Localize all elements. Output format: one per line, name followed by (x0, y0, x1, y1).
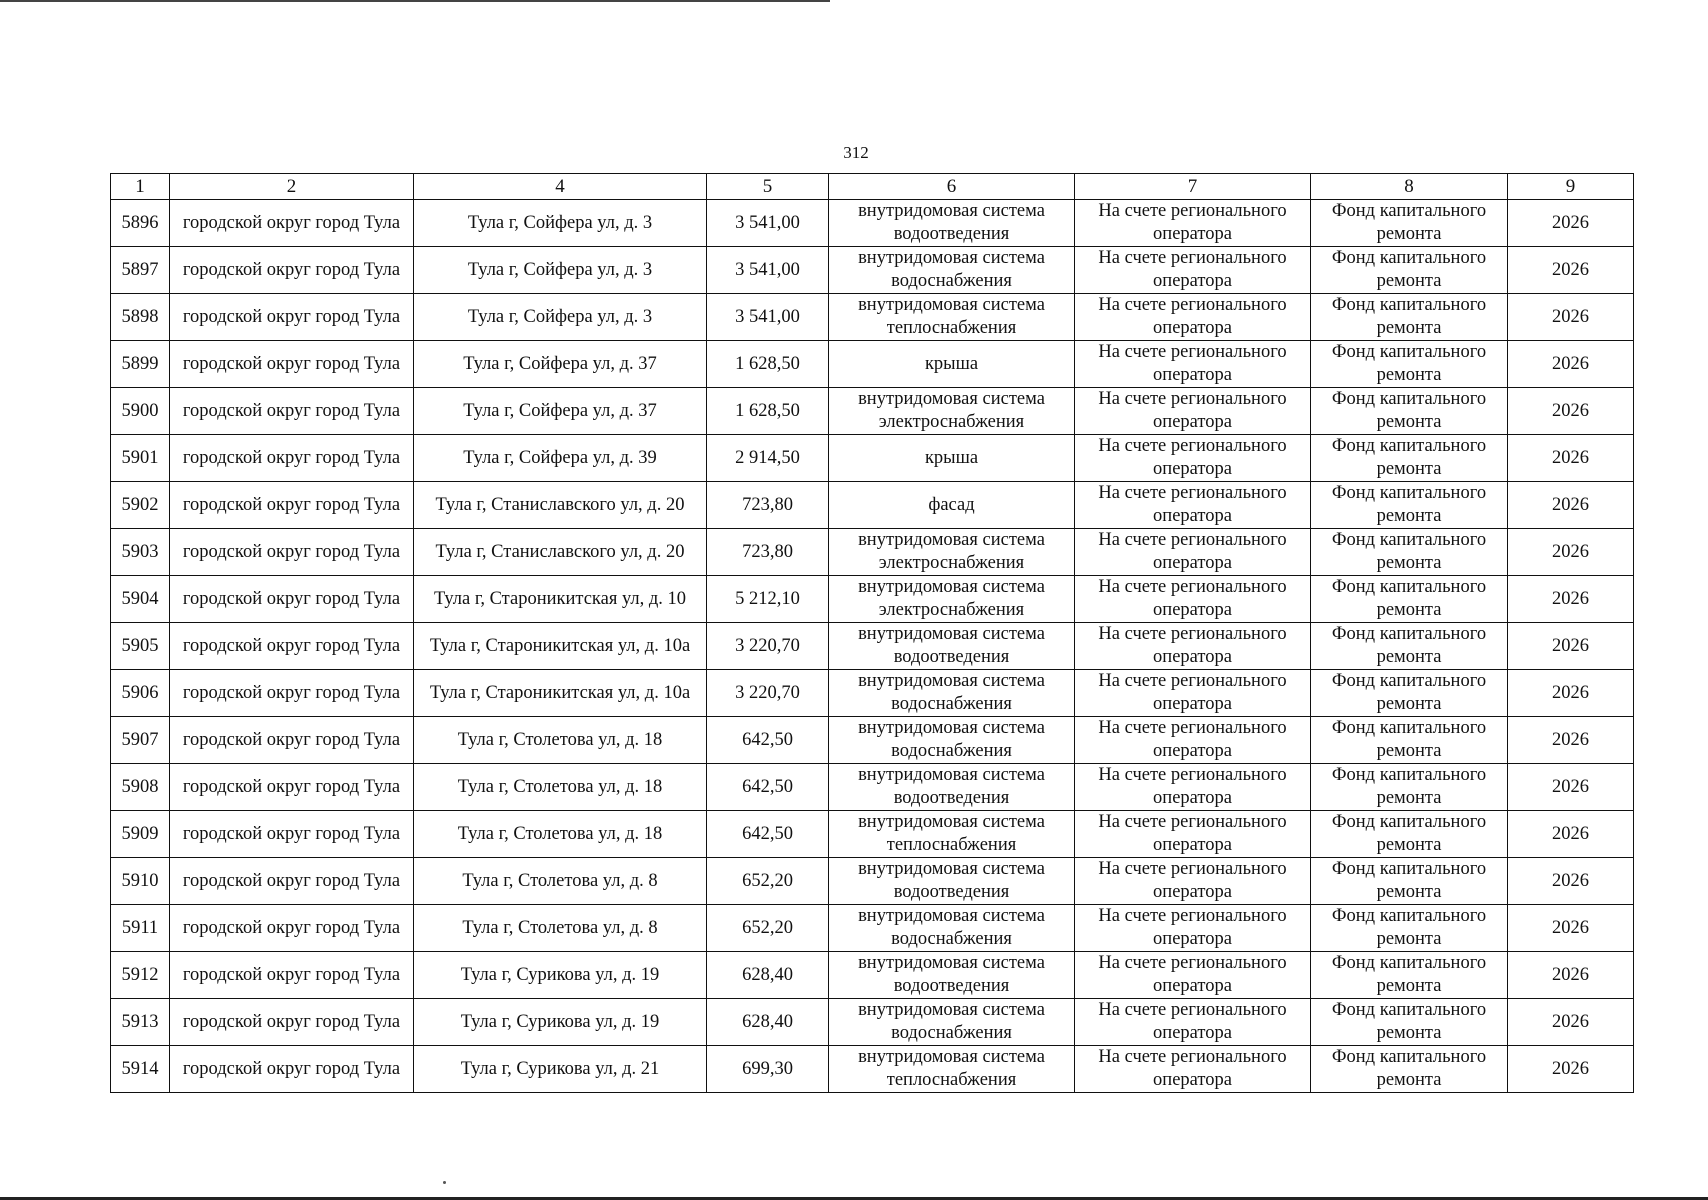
municipality-cell: городской округ город Тула (170, 435, 414, 482)
municipality-cell: городской округ город Тула (170, 670, 414, 717)
work-type-cell: внутридомовая система водоотведения (829, 764, 1075, 811)
address-cell: Тула г, Столетова ул, д. 8 (414, 905, 707, 952)
work-type-cell: крыша (829, 435, 1075, 482)
address-cell: Тула г, Столетова ул, д. 18 (414, 717, 707, 764)
year-cell: 2026 (1508, 435, 1634, 482)
municipality-cell: городской округ город Тула (170, 858, 414, 905)
work-type-cell: внутридомовая система теплоснабжения (829, 1046, 1075, 1093)
work-type-cell: внутридомовая система водоотведения (829, 952, 1075, 999)
address-cell: Тула г, Сойфера ул, д. 37 (414, 388, 707, 435)
year-cell: 2026 (1508, 670, 1634, 717)
funding-source-cell: Фонд капитального ремонта (1311, 670, 1508, 717)
municipality-cell: городской округ город Тула (170, 1046, 414, 1093)
area-cell: 1 628,50 (707, 341, 829, 388)
work-type-cell: внутридомовая система теплоснабжения (829, 811, 1075, 858)
funding-source-cell: Фонд капитального ремонта (1311, 905, 1508, 952)
table-row (111, 999, 1634, 1046)
column-header: 8 (1311, 174, 1508, 200)
table-row (111, 670, 1634, 717)
row-number-cell: 5904 (111, 576, 170, 623)
municipality-cell: городской округ город Тула (170, 717, 414, 764)
account-cell: На счете регионального оператора (1075, 623, 1311, 670)
municipality-cell: городской округ город Тула (170, 999, 414, 1046)
table-row (111, 576, 1634, 623)
row-number-cell: 5896 (111, 200, 170, 247)
work-type-cell: внутридомовая система водоснабжения (829, 717, 1075, 764)
table-row (111, 764, 1634, 811)
year-cell: 2026 (1508, 388, 1634, 435)
municipality-cell: городской округ город Тула (170, 811, 414, 858)
funding-source-cell: Фонд капитального ремонта (1311, 811, 1508, 858)
work-type-cell: внутридомовая система теплоснабжения (829, 294, 1075, 341)
area-cell: 1 628,50 (707, 388, 829, 435)
funding-source-cell: Фонд капитального ремонта (1311, 247, 1508, 294)
account-cell: На счете регионального оператора (1075, 764, 1311, 811)
work-type-cell: внутридомовая система водоснабжения (829, 670, 1075, 717)
address-cell: Тула г, Столетова ул, д. 18 (414, 811, 707, 858)
funding-source-cell: Фонд капитального ремонта (1311, 952, 1508, 999)
row-number-cell: 5903 (111, 529, 170, 576)
funding-source-cell: Фонд капитального ремонта (1311, 764, 1508, 811)
address-cell: Тула г, Сурикова ул, д. 19 (414, 952, 707, 999)
year-cell: 2026 (1508, 858, 1634, 905)
area-cell: 3 541,00 (707, 200, 829, 247)
year-cell: 2026 (1508, 999, 1634, 1046)
address-cell: Тула г, Станиславского ул, д. 20 (414, 482, 707, 529)
table-row (111, 247, 1634, 294)
year-cell: 2026 (1508, 1046, 1634, 1093)
account-cell: На счете регионального оператора (1075, 1046, 1311, 1093)
table-row (111, 717, 1634, 764)
column-header: 6 (829, 174, 1075, 200)
account-cell: На счете регионального оператора (1075, 294, 1311, 341)
municipality-cell: городской округ город Тула (170, 576, 414, 623)
year-cell: 2026 (1508, 529, 1634, 576)
account-cell: На счете регионального оператора (1075, 200, 1311, 247)
work-type-cell: внутридомовая система водоснабжения (829, 247, 1075, 294)
municipality-cell: городской округ город Тула (170, 294, 414, 341)
row-number-cell: 5905 (111, 623, 170, 670)
year-cell: 2026 (1508, 576, 1634, 623)
funding-source-cell: Фонд капитального ремонта (1311, 623, 1508, 670)
row-number-cell: 5910 (111, 858, 170, 905)
municipality-cell: городской округ город Тула (170, 247, 414, 294)
work-type-cell: внутридомовая система электроснабжения (829, 388, 1075, 435)
year-cell: 2026 (1508, 623, 1634, 670)
funding-source-cell: Фонд капитального ремонта (1311, 341, 1508, 388)
year-cell: 2026 (1508, 952, 1634, 999)
account-cell: На счете регионального оператора (1075, 576, 1311, 623)
table-row (111, 529, 1634, 576)
work-type-cell: внутридомовая система электроснабжения (829, 576, 1075, 623)
address-cell: Тула г, Сойфера ул, д. 3 (414, 200, 707, 247)
address-cell: Тула г, Староникитская ул, д. 10 (414, 576, 707, 623)
area-cell: 642,50 (707, 717, 829, 764)
row-number-cell: 5907 (111, 717, 170, 764)
area-cell: 2 914,50 (707, 435, 829, 482)
work-type-cell: внутридомовая система водоснабжения (829, 905, 1075, 952)
area-cell: 3 220,70 (707, 670, 829, 717)
account-cell: На счете регионального оператора (1075, 811, 1311, 858)
funding-source-cell: Фонд капитального ремонта (1311, 482, 1508, 529)
table-row (111, 623, 1634, 670)
account-cell: На счете регионального оператора (1075, 670, 1311, 717)
row-number-cell: 5900 (111, 388, 170, 435)
account-cell: На счете регионального оператора (1075, 529, 1311, 576)
row-number-cell: 5897 (111, 247, 170, 294)
table-header-row (111, 174, 1634, 200)
column-header: 5 (707, 174, 829, 200)
address-cell: Тула г, Староникитская ул, д. 10а (414, 670, 707, 717)
account-cell: На счете регионального оператора (1075, 717, 1311, 764)
municipality-cell: городской округ город Тула (170, 764, 414, 811)
repair-schedule-table (110, 173, 1634, 1093)
work-type-cell: внутридомовая система водоотведения (829, 200, 1075, 247)
table-row (111, 811, 1634, 858)
year-cell: 2026 (1508, 764, 1634, 811)
row-number-cell: 5906 (111, 670, 170, 717)
area-cell: 699,30 (707, 1046, 829, 1093)
address-cell: Тула г, Сурикова ул, д. 21 (414, 1046, 707, 1093)
address-cell: Тула г, Староникитская ул, д. 10а (414, 623, 707, 670)
account-cell: На счете регионального оператора (1075, 905, 1311, 952)
funding-source-cell: Фонд капитального ремонта (1311, 200, 1508, 247)
area-cell: 652,20 (707, 858, 829, 905)
column-header: 9 (1508, 174, 1634, 200)
year-cell: 2026 (1508, 294, 1634, 341)
address-cell: Тула г, Сойфера ул, д. 37 (414, 341, 707, 388)
table-row (111, 482, 1634, 529)
funding-source-cell: Фонд капитального ремонта (1311, 529, 1508, 576)
year-cell: 2026 (1508, 482, 1634, 529)
municipality-cell: городской округ город Тула (170, 529, 414, 576)
funding-source-cell: Фонд капитального ремонта (1311, 999, 1508, 1046)
municipality-cell: городской округ город Тула (170, 341, 414, 388)
municipality-cell: городской округ город Тула (170, 482, 414, 529)
scan-top-edge (0, 0, 830, 2)
column-header: 7 (1075, 174, 1311, 200)
area-cell: 5 212,10 (707, 576, 829, 623)
account-cell: На счете регионального оператора (1075, 999, 1311, 1046)
row-number-cell: 5912 (111, 952, 170, 999)
table-row (111, 952, 1634, 999)
account-cell: На счете регионального оператора (1075, 247, 1311, 294)
municipality-cell: городской округ город Тула (170, 905, 414, 952)
funding-source-cell: Фонд капитального ремонта (1311, 388, 1508, 435)
address-cell: Тула г, Столетова ул, д. 8 (414, 858, 707, 905)
column-header: 2 (170, 174, 414, 200)
year-cell: 2026 (1508, 717, 1634, 764)
municipality-cell: городской округ город Тула (170, 623, 414, 670)
row-number-cell: 5899 (111, 341, 170, 388)
year-cell: 2026 (1508, 247, 1634, 294)
work-type-cell: фасад (829, 482, 1075, 529)
row-number-cell: 5901 (111, 435, 170, 482)
area-cell: 3 541,00 (707, 294, 829, 341)
account-cell: На счете регионального оператора (1075, 435, 1311, 482)
column-header: 1 (111, 174, 170, 200)
address-cell: Тула г, Сойфера ул, д. 3 (414, 294, 707, 341)
area-cell: 628,40 (707, 952, 829, 999)
table-row (111, 858, 1634, 905)
row-number-cell: 5908 (111, 764, 170, 811)
year-cell: 2026 (1508, 905, 1634, 952)
row-number-cell: 5914 (111, 1046, 170, 1093)
area-cell: 642,50 (707, 811, 829, 858)
work-type-cell: внутридомовая система водоснабжения (829, 999, 1075, 1046)
account-cell: На счете регионального оператора (1075, 388, 1311, 435)
table-row (111, 294, 1634, 341)
account-cell: На счете регионального оператора (1075, 952, 1311, 999)
funding-source-cell: Фонд капитального ремонта (1311, 435, 1508, 482)
area-cell: 723,80 (707, 482, 829, 529)
address-cell: Тула г, Станиславского ул, д. 20 (414, 529, 707, 576)
address-cell: Тула г, Сойфера ул, д. 39 (414, 435, 707, 482)
page-number: 312 (843, 143, 869, 162)
area-cell: 652,20 (707, 905, 829, 952)
work-type-cell: внутридомовая система водоотведения (829, 858, 1075, 905)
municipality-cell: городской округ город Тула (170, 388, 414, 435)
municipality-cell: городской округ город Тула (170, 952, 414, 999)
area-cell: 3 541,00 (707, 247, 829, 294)
account-cell: На счете регионального оператора (1075, 858, 1311, 905)
table-row (111, 341, 1634, 388)
municipality-cell: городской округ город Тула (170, 200, 414, 247)
year-cell: 2026 (1508, 811, 1634, 858)
table-row (111, 200, 1634, 247)
row-number-cell: 5902 (111, 482, 170, 529)
work-type-cell: внутридомовая система электроснабжения (829, 529, 1075, 576)
funding-source-cell: Фонд капитального ремонта (1311, 576, 1508, 623)
area-cell: 3 220,70 (707, 623, 829, 670)
account-cell: На счете регионального оператора (1075, 341, 1311, 388)
table-row (111, 905, 1634, 952)
area-cell: 723,80 (707, 529, 829, 576)
work-type-cell: крыша (829, 341, 1075, 388)
scan-speck (443, 1181, 446, 1184)
funding-source-cell: Фонд капитального ремонта (1311, 294, 1508, 341)
table-row (111, 1046, 1634, 1093)
account-cell: На счете регионального оператора (1075, 482, 1311, 529)
row-number-cell: 5913 (111, 999, 170, 1046)
table-body (111, 174, 1634, 1093)
year-cell: 2026 (1508, 341, 1634, 388)
row-number-cell: 5898 (111, 294, 170, 341)
row-number-cell: 5909 (111, 811, 170, 858)
funding-source-cell: Фонд капитального ремонта (1311, 717, 1508, 764)
year-cell: 2026 (1508, 200, 1634, 247)
address-cell: Тула г, Сурикова ул, д. 19 (414, 999, 707, 1046)
area-cell: 628,40 (707, 999, 829, 1046)
work-type-cell: внутридомовая система водоотведения (829, 623, 1075, 670)
area-cell: 642,50 (707, 764, 829, 811)
row-number-cell: 5911 (111, 905, 170, 952)
table-row (111, 388, 1634, 435)
address-cell: Тула г, Столетова ул, д. 18 (414, 764, 707, 811)
funding-source-cell: Фонд капитального ремонта (1311, 858, 1508, 905)
table-row (111, 435, 1634, 482)
address-cell: Тула г, Сойфера ул, д. 3 (414, 247, 707, 294)
column-header: 4 (414, 174, 707, 200)
funding-source-cell: Фонд капитального ремонта (1311, 1046, 1508, 1093)
